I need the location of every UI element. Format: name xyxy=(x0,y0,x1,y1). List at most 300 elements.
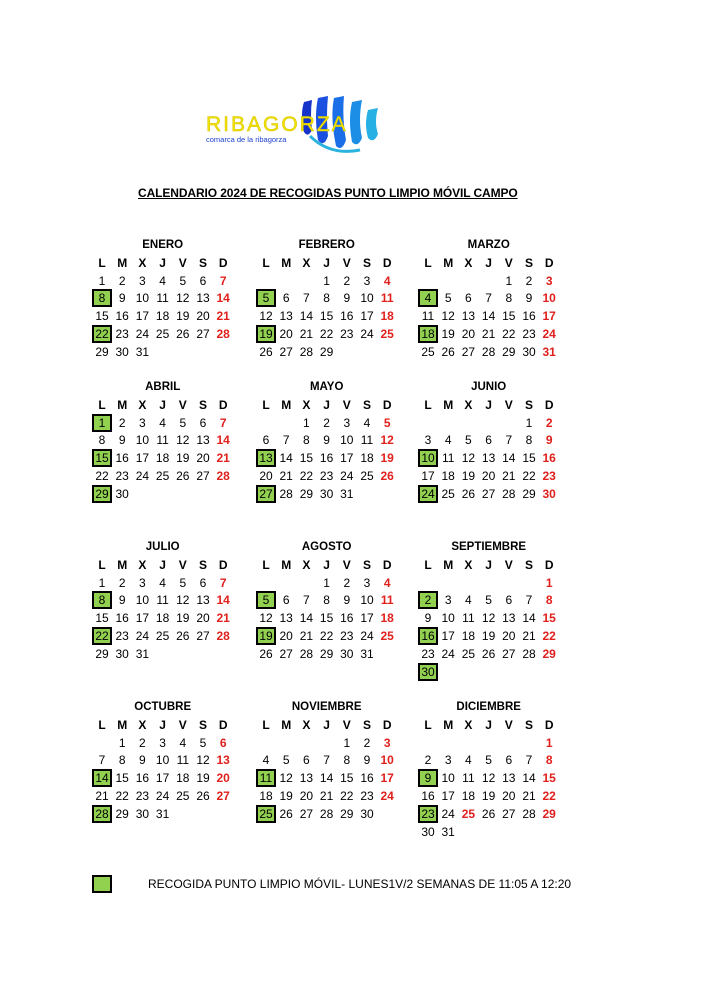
calendar-day: 26 xyxy=(176,469,190,483)
calendar-day: 2 xyxy=(343,575,351,590)
calendar-day: 10 xyxy=(155,753,170,768)
calendar-day: 27 xyxy=(461,344,476,359)
calendar-day: 4 xyxy=(383,273,391,288)
calendar-day: 25 xyxy=(155,629,170,643)
month-name: MAYO xyxy=(309,381,344,393)
calendar-day: 31 xyxy=(542,344,556,359)
calendar-day: 25 xyxy=(441,486,455,501)
calendar-day: 11 xyxy=(360,433,374,448)
weekday-header: V xyxy=(504,557,513,572)
calendar-day: 12 xyxy=(176,291,190,306)
calendar-day: 9 xyxy=(363,753,371,768)
calendar-day: 16 xyxy=(360,771,374,786)
weekday-header: L xyxy=(424,255,432,270)
calendar-day: 1 xyxy=(343,735,351,750)
calendar-day: 12 xyxy=(259,309,273,324)
calendar-day: 15 xyxy=(95,611,109,626)
legend-swatch xyxy=(92,875,112,893)
weekday-header: M xyxy=(117,557,128,572)
weekday-header: D xyxy=(218,557,228,572)
calendar-day: 24 xyxy=(135,469,150,483)
weekday-header: L xyxy=(424,397,432,412)
calendar-day: 3 xyxy=(363,575,371,590)
calendar-day: 19 xyxy=(461,469,476,483)
calendar-day: 29 xyxy=(299,486,314,501)
collection-day: 2 xyxy=(418,591,438,609)
calendar-day: 14 xyxy=(522,611,536,626)
calendar-day: 2 xyxy=(118,415,126,430)
calendar-day: 25 xyxy=(421,344,435,359)
calendar-day: 9 xyxy=(118,291,126,306)
calendar-day: 22 xyxy=(319,629,334,643)
calendar-day: 3 xyxy=(343,415,351,430)
calendar-day: 12 xyxy=(380,433,394,448)
weekday-header: D xyxy=(382,255,392,270)
calendar-day: 18 xyxy=(155,451,170,466)
calendar-day: 28 xyxy=(299,646,314,661)
calendar-day: 9 xyxy=(525,291,533,306)
calendar-day: 23 xyxy=(421,646,435,661)
calendar-day: 1 xyxy=(505,273,513,288)
collection-day: 25 xyxy=(256,805,276,823)
weekday-header: X xyxy=(464,557,473,572)
calendar-day: 9 xyxy=(118,433,126,448)
weekday-header: M xyxy=(117,255,128,270)
calendar-day: 25 xyxy=(461,806,476,821)
collection-day: 5 xyxy=(256,289,276,307)
weekday-header: D xyxy=(382,717,392,732)
calendar-day: 17 xyxy=(360,611,374,626)
weekday-header: M xyxy=(443,255,454,270)
calendar-day: 31 xyxy=(155,806,170,821)
calendar-day: 17 xyxy=(340,451,354,466)
weekday-header: D xyxy=(382,557,392,572)
weekday-header: V xyxy=(504,255,513,270)
collection-day: 24 xyxy=(418,485,438,503)
weekday-header: V xyxy=(504,717,513,732)
weekday-header: V xyxy=(504,397,513,412)
calendar-day: 7 xyxy=(505,433,513,448)
calendar-day: 24 xyxy=(360,629,374,643)
calendar-day: 22 xyxy=(115,789,129,803)
calendar-day: 9 xyxy=(323,433,330,448)
collection-day: 18 xyxy=(418,325,438,343)
weekday-header: D xyxy=(544,717,554,732)
weekday-header: V xyxy=(342,717,351,732)
ribagorza-logo xyxy=(200,92,395,160)
calendar-day: 24 xyxy=(340,469,354,483)
calendar-day: 6 xyxy=(199,273,207,288)
calendar-day: 23 xyxy=(340,327,354,341)
calendar-day: 14 xyxy=(299,611,314,626)
calendar-day: 8 xyxy=(525,433,533,448)
calendar-day: 23 xyxy=(135,789,150,803)
calendar-day: 16 xyxy=(542,451,556,466)
calendar-day: 26 xyxy=(481,646,496,661)
calendar-day: 5 xyxy=(199,735,207,750)
calendar-day: 17 xyxy=(421,469,435,483)
calendar-day: 28 xyxy=(299,344,314,359)
calendar-day: 7 xyxy=(485,291,492,306)
calendar-day: 27 xyxy=(502,806,516,821)
calendar-day: 8 xyxy=(323,593,330,608)
calendar-day: 7 xyxy=(282,433,290,448)
calendar-day: 28 xyxy=(522,646,536,661)
calendar-day: 1 xyxy=(303,415,310,430)
weekday-header: J xyxy=(323,557,330,572)
weekday-header: L xyxy=(262,397,270,412)
collection-day: 16 xyxy=(418,627,438,645)
collection-day: 11 xyxy=(256,769,276,787)
weekday-header: J xyxy=(485,255,492,270)
calendar-day: 11 xyxy=(156,593,169,608)
calendar-day: 28 xyxy=(522,806,536,821)
calendar-day: 6 xyxy=(282,593,290,608)
weekday-header: X xyxy=(138,717,147,732)
calendar-day: 26 xyxy=(279,806,293,821)
calendar-day: 17 xyxy=(380,771,394,786)
weekday-header: J xyxy=(323,255,330,270)
calendar-day: 31 xyxy=(135,344,150,359)
weekday-header: M xyxy=(443,717,454,732)
calendar-day: 17 xyxy=(441,629,455,643)
calendar-day: 5 xyxy=(179,273,187,288)
calendar-day: 22 xyxy=(95,469,109,483)
calendar-day: 2 xyxy=(118,575,126,590)
calendar-day: 26 xyxy=(259,646,273,661)
calendar-day: 21 xyxy=(319,789,334,803)
calendar-day: 13 xyxy=(299,771,314,786)
weekday-header: D xyxy=(218,397,228,412)
calendar-day: 17 xyxy=(135,611,150,626)
calendar-day: 7 xyxy=(303,291,310,306)
collection-day: 8 xyxy=(92,591,112,609)
weekday-header: J xyxy=(485,717,492,732)
calendar-day: 28 xyxy=(216,469,230,483)
calendar-day: 30 xyxy=(360,806,374,821)
calendar-day: 24 xyxy=(135,629,150,643)
collection-day: 22 xyxy=(92,325,112,343)
calendar-day: 28 xyxy=(502,486,516,501)
calendar-day: 24 xyxy=(441,806,455,821)
calendar-day: 14 xyxy=(481,309,496,324)
calendar-day: 11 xyxy=(156,291,169,306)
collection-day: 22 xyxy=(92,627,112,645)
calendar-day: 29 xyxy=(502,344,516,359)
calendar-day: 21 xyxy=(502,469,516,483)
calendar-day: 13 xyxy=(196,291,210,306)
month-name: JUNIO xyxy=(471,381,507,393)
calendar-day: 19 xyxy=(176,451,190,466)
calendar-day: 13 xyxy=(279,611,293,626)
calendar-day: 7 xyxy=(219,415,227,430)
calendar-day: 27 xyxy=(216,789,230,803)
calendar-day: 11 xyxy=(176,753,190,768)
calendar-day: 9 xyxy=(118,593,126,608)
calendar-day: 25 xyxy=(360,469,374,483)
calendar-day: 17 xyxy=(542,309,556,324)
calendar-day: 18 xyxy=(155,611,170,626)
calendar-day: 18 xyxy=(176,771,190,786)
weekday-header: J xyxy=(323,397,330,412)
calendar-day: 29 xyxy=(319,344,334,359)
calendar-day: 6 xyxy=(485,433,492,448)
calendar-day: 27 xyxy=(196,327,210,341)
calendar-day: 21 xyxy=(216,611,230,626)
calendar-day: 19 xyxy=(380,451,394,466)
calendar-day: 11 xyxy=(380,593,394,608)
collection-day: 14 xyxy=(92,769,112,787)
collection-day: 28 xyxy=(92,805,112,823)
calendar-day: 4 xyxy=(159,575,166,590)
calendar-day: 31 xyxy=(360,646,374,661)
calendar-day: 22 xyxy=(299,469,314,483)
weekday-header: X xyxy=(138,397,147,412)
calendar-day: 25 xyxy=(176,789,190,803)
calendar-day: 20 xyxy=(461,327,476,341)
weekday-header: L xyxy=(262,557,270,572)
weekday-header: J xyxy=(159,717,166,732)
calendar-day: 7 xyxy=(98,753,106,768)
calendar-day: 5 xyxy=(383,415,391,430)
weekday-header: D xyxy=(218,255,228,270)
calendar-day: 29 xyxy=(95,646,109,661)
calendar-day: 13 xyxy=(502,771,516,786)
calendar-day: 10 xyxy=(360,593,374,608)
calendar-day: 29 xyxy=(542,646,556,661)
calendar-day: 3 xyxy=(444,593,452,608)
calendar-day: 10 xyxy=(340,433,354,448)
calendar-day: 21 xyxy=(299,629,314,643)
calendar-day: 16 xyxy=(135,771,150,786)
calendar-day: 10 xyxy=(360,291,374,306)
calendar-day: 25 xyxy=(380,629,394,643)
weekday-header: X xyxy=(302,397,311,412)
calendar-day: 22 xyxy=(542,629,556,643)
calendar-day: 24 xyxy=(155,789,170,803)
calendar-day: 9 xyxy=(139,753,146,768)
calendar-day: 20 xyxy=(279,327,293,341)
collection-day: 8 xyxy=(92,289,112,307)
calendar-day: 6 xyxy=(199,415,207,430)
weekday-header: V xyxy=(342,397,351,412)
calendar-day: 6 xyxy=(219,735,227,750)
calendar-day: 1 xyxy=(98,273,106,288)
calendar-day: 27 xyxy=(502,646,516,661)
weekday-header: X xyxy=(138,255,147,270)
weekday-header: D xyxy=(382,397,392,412)
calendar-day: 3 xyxy=(545,273,553,288)
calendar-day: 26 xyxy=(176,327,190,341)
calendar-day: 23 xyxy=(522,327,536,341)
weekday-header: D xyxy=(544,255,554,270)
calendar-day: 14 xyxy=(502,451,516,466)
calendar-day: 15 xyxy=(340,771,354,786)
calendar-day: 18 xyxy=(461,789,476,803)
weekday-header: M xyxy=(281,557,292,572)
month-name: AGOSTO xyxy=(301,541,352,553)
calendar-day: 29 xyxy=(340,806,354,821)
calendar-day: 5 xyxy=(179,415,187,430)
collection-day: 19 xyxy=(256,627,276,645)
calendar-day: 15 xyxy=(502,309,516,324)
calendar-day: 21 xyxy=(522,789,536,803)
calendar-day: 4 xyxy=(262,753,270,768)
calendar-day: 12 xyxy=(196,753,210,768)
collection-day: 15 xyxy=(92,449,112,467)
calendar-day: 7 xyxy=(525,593,533,608)
calendar-day: 8 xyxy=(323,291,330,306)
calendar-day: 3 xyxy=(139,415,146,430)
weekday-header: M xyxy=(443,557,454,572)
calendar-day: 5 xyxy=(179,575,187,590)
calendar-day: 5 xyxy=(465,433,472,448)
calendar-day: 20 xyxy=(196,309,210,324)
calendar-day: 1 xyxy=(98,575,106,590)
calendar-day: 10 xyxy=(441,611,455,626)
calendar-day: 10 xyxy=(135,291,150,306)
calendar-day: 7 xyxy=(525,753,533,768)
svg-text:RIBAGORZA: RIBAGORZA xyxy=(206,113,348,136)
collection-day: 10 xyxy=(418,449,438,467)
calendar-day: 31 xyxy=(441,824,455,839)
calendar-day: 6 xyxy=(465,291,472,306)
calendar-day: 6 xyxy=(505,753,513,768)
weekday-header: V xyxy=(342,557,351,572)
calendar-day: 26 xyxy=(380,469,394,483)
calendar-day: 21 xyxy=(95,789,109,803)
month-name: JULIO xyxy=(145,541,180,553)
calendar-day: 15 xyxy=(319,611,334,626)
calendar-day: 20 xyxy=(279,629,293,643)
calendar-day: 9 xyxy=(343,291,351,306)
calendar-day: 16 xyxy=(340,611,354,626)
calendar-day: 15 xyxy=(522,451,536,466)
calendar-day: 9 xyxy=(424,611,432,626)
calendar-day: 21 xyxy=(216,309,230,324)
calendar-day: 26 xyxy=(441,344,455,359)
calendar-day: 22 xyxy=(522,469,536,483)
calendar-day: 8 xyxy=(343,753,351,768)
calendar-day: 30 xyxy=(522,344,536,359)
calendar-day: 19 xyxy=(279,789,293,803)
calendar-day: 9 xyxy=(545,433,553,448)
calendar-day: 25 xyxy=(380,327,394,341)
calendar-day: 1 xyxy=(525,415,533,430)
calendar-day: 2 xyxy=(424,753,432,768)
calendar-day: 31 xyxy=(135,646,150,661)
calendar-day: 22 xyxy=(319,327,334,341)
weekday-header: J xyxy=(159,255,166,270)
calendar-day: 27 xyxy=(279,344,293,359)
calendar-day: 15 xyxy=(299,451,314,466)
weekday-header: L xyxy=(424,557,432,572)
collection-day: 9 xyxy=(418,769,438,787)
weekday-header: M xyxy=(281,397,292,412)
weekday-header: S xyxy=(362,397,371,412)
calendar-day: 3 xyxy=(383,735,391,750)
calendar-day: 28 xyxy=(279,486,293,501)
calendar-day: 10 xyxy=(135,433,150,448)
weekday-header: S xyxy=(198,557,207,572)
calendar-day: 12 xyxy=(461,451,476,466)
calendar-day: 15 xyxy=(542,611,556,626)
calendar-day: 2 xyxy=(545,415,553,430)
calendar-day: 10 xyxy=(380,753,394,768)
collection-day: 27 xyxy=(256,485,276,503)
calendar-day: 18 xyxy=(461,629,476,643)
calendar-day: 9 xyxy=(343,593,351,608)
calendar-day: 2 xyxy=(118,273,126,288)
weekday-header: M xyxy=(281,255,292,270)
month-name: SEPTIEMBRE xyxy=(451,541,527,553)
calendar-day: 11 xyxy=(156,433,169,448)
weekday-header: V xyxy=(178,255,187,270)
calendar-day: 17 xyxy=(360,309,374,324)
calendar-day: 27 xyxy=(196,629,210,643)
calendar-day: 13 xyxy=(279,309,293,324)
calendar-day: 8 xyxy=(545,753,553,768)
weekday-header: S xyxy=(362,255,371,270)
calendar-day: 8 xyxy=(505,291,513,306)
calendar-day: 5 xyxy=(282,753,290,768)
calendar-day: 23 xyxy=(319,469,334,483)
weekday-header: L xyxy=(98,557,106,572)
calendar-day: 15 xyxy=(319,309,334,324)
weekday-header: D xyxy=(544,397,554,412)
weekday-header: X xyxy=(464,255,473,270)
calendar-day: 25 xyxy=(155,469,170,483)
calendar-day: 26 xyxy=(176,629,190,643)
calendar-day: 29 xyxy=(95,344,109,359)
calendar-day: 19 xyxy=(481,629,496,643)
calendar-day: 8 xyxy=(545,593,553,608)
calendar-day: 3 xyxy=(363,273,371,288)
calendar-day: 15 xyxy=(95,309,109,324)
weekday-header: M xyxy=(443,397,454,412)
calendar-day: 30 xyxy=(115,486,129,501)
weekday-header: S xyxy=(198,717,207,732)
collection-day: 1 xyxy=(92,414,112,432)
calendar-day: 4 xyxy=(363,415,371,430)
calendar-day: 14 xyxy=(319,771,334,786)
calendar-day: 2 xyxy=(343,273,351,288)
calendar-day: 10 xyxy=(441,771,455,786)
calendar-day: 13 xyxy=(196,433,210,448)
calendar-day: 18 xyxy=(441,469,455,483)
weekday-header: M xyxy=(117,397,128,412)
weekday-header: S xyxy=(524,397,533,412)
calendar-day: 23 xyxy=(115,327,129,341)
weekday-header: S xyxy=(362,717,371,732)
calendar-day: 29 xyxy=(542,806,556,821)
calendar-day: 3 xyxy=(159,735,166,750)
page-title: CALENDARIO 2024 DE RECOGIDAS PUNTO LIMPIO MÓVIL CAMPO xyxy=(138,186,518,200)
calendar-day: 26 xyxy=(461,486,476,501)
weekday-header: M xyxy=(281,717,292,732)
weekday-header: L xyxy=(98,255,106,270)
weekday-header: X xyxy=(464,397,473,412)
calendar-day: 11 xyxy=(441,451,455,466)
collection-day: 23 xyxy=(418,805,438,823)
month-name: NOVIEMBRE xyxy=(291,701,362,713)
calendar-day: 13 xyxy=(216,753,230,768)
calendar-day: 23 xyxy=(542,469,556,483)
calendar-day: 20 xyxy=(216,771,230,786)
calendar-day: 21 xyxy=(481,327,496,341)
month-name: ENERO xyxy=(142,239,184,251)
calendar-day: 15 xyxy=(542,771,556,786)
